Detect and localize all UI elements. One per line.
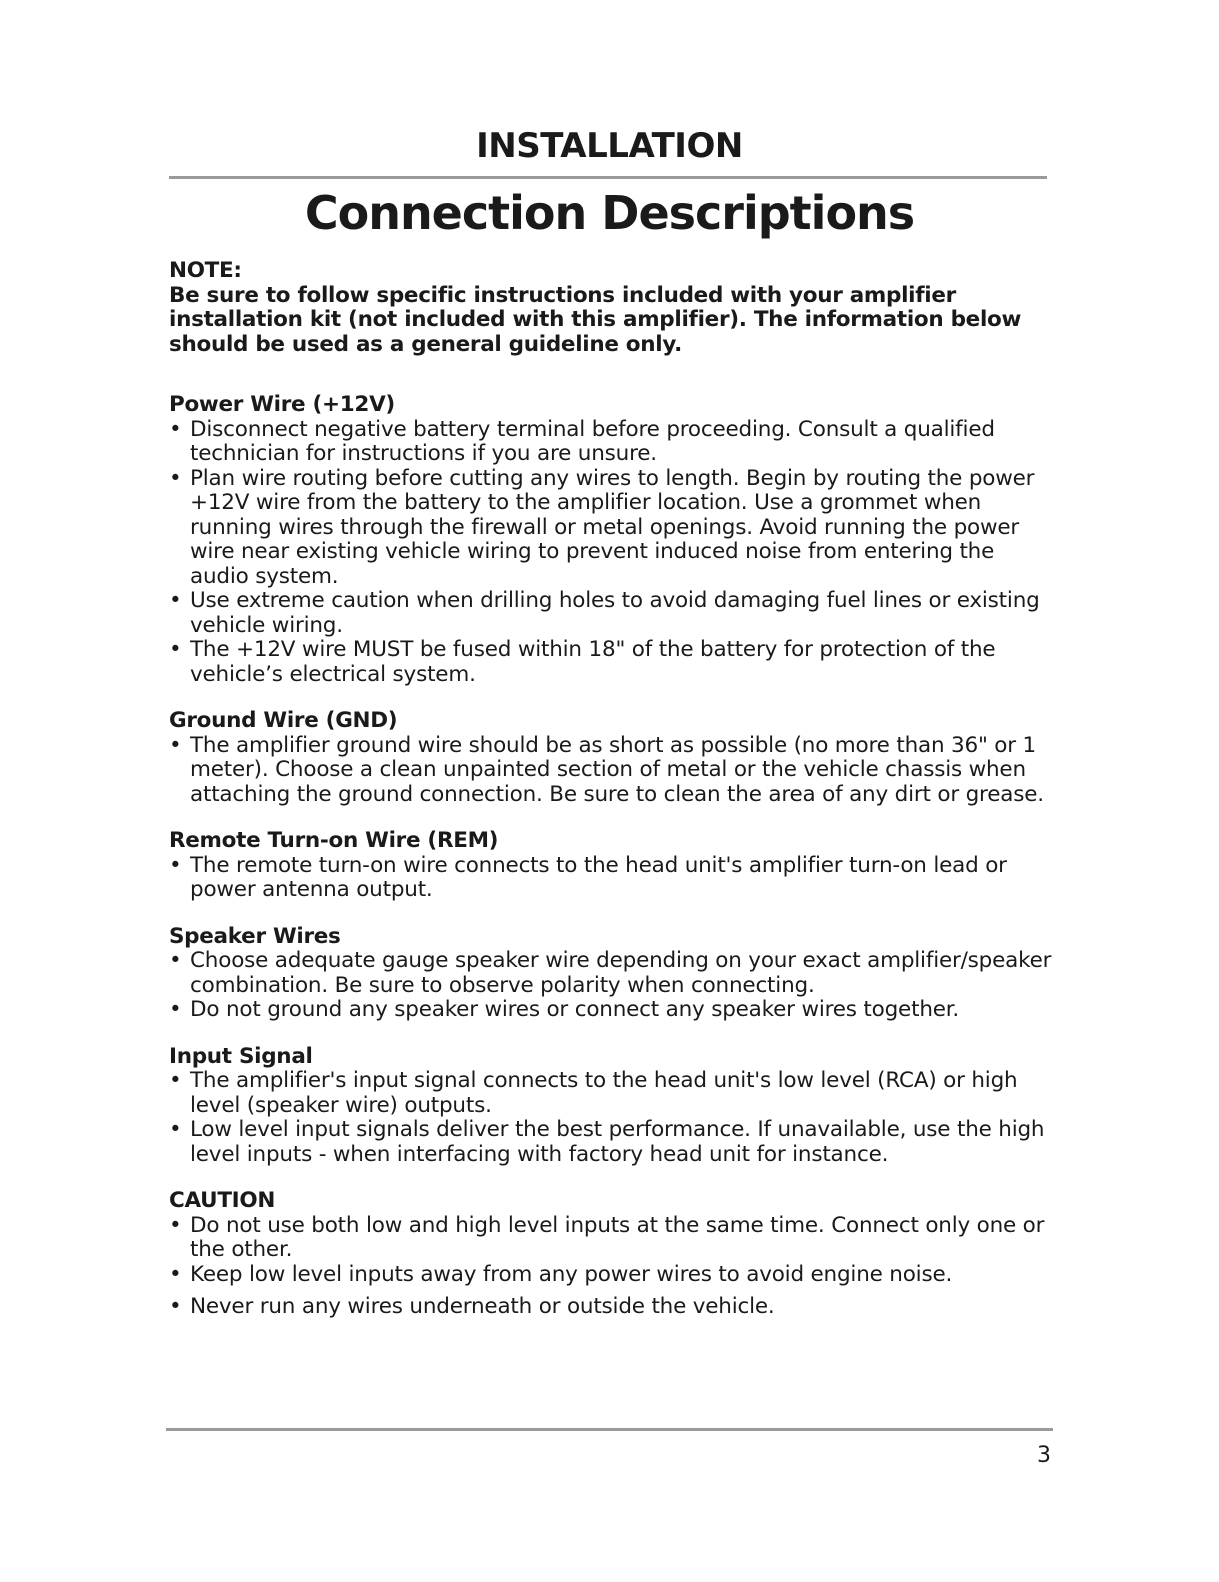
page-content xyxy=(169,259,1059,1342)
bullet-item: • The +12V wire MUST be fused within 18" of the battery for protection of the vehicle’s electrical system. xyxy=(169,638,1059,687)
page-number: 3 xyxy=(1037,1443,1051,1468)
section-caution xyxy=(169,1189,1059,1320)
section-heading: Input Signal xyxy=(169,1043,313,1069)
header-divider xyxy=(169,176,1047,179)
section-input-signal xyxy=(169,1045,1059,1168)
section-heading: Ground Wire (GND) xyxy=(169,708,398,733)
bullet-list xyxy=(169,418,1059,688)
bullet-list xyxy=(169,734,1059,808)
section-header: INSTALLATION xyxy=(476,126,743,166)
bullet-item: • The amplifier ground wire should be as short as possible (no more than 36" or 1 meter). Choose a clean unpainted section of metal or the vehicle chassis when attaching the ground connection. Be sure to clean the area of any dirt or grease. xyxy=(169,734,1059,808)
bullet-item: • Plan wire routing before cutting any wires to length. Begin by routing the power +12V wire from the battery to the amplifier location. Use a grommet when running wires through the firewall or metal openings. Avoid running the power wire near existing vehicle wiring to prevent induced noise from entering the audio system. xyxy=(169,467,1059,590)
bullet-item: • Do not use both low and high level inputs at the same time. Connect only one or the other. xyxy=(169,1214,1059,1263)
bullet-item: • The remote turn-on wire connects to the head unit's amplifier turn-on lead or power antenna output. xyxy=(169,854,1059,903)
bullet-item: • Disconnect negative battery terminal before proceeding. Consult a qualified technician for instructions if you are unsure. xyxy=(169,418,1059,467)
note-label: NOTE: xyxy=(169,258,242,283)
bullet-list xyxy=(169,1214,1059,1320)
note-body: Be sure to follow specific instructions included with your amplifier installation kit (not included with this amplifier). The information below should be used as a general guideline only. xyxy=(169,282,1022,357)
bullet-item: • Low level input signals deliver the best performance. If unavailable, use the high level inputs - when interfacing with factory head unit for instance. xyxy=(169,1118,1059,1167)
section-heading: Remote Turn-on Wire (REM) xyxy=(169,828,499,853)
bullet-list xyxy=(169,949,1059,1023)
section-power-wire xyxy=(169,393,1059,687)
bullet-item: • Do not ground any speaker wires or connect any speaker wires together. xyxy=(169,998,1059,1023)
page-title: Connection Descriptions xyxy=(304,186,915,240)
bullet-item: • Keep low level inputs away from any power wires to avoid engine noise. xyxy=(169,1263,1059,1288)
bullet-item: • The amplifier's input signal connects to the head unit's low level (RCA) or high level (speaker wire) outputs. xyxy=(169,1069,1059,1118)
bullet-list xyxy=(169,1069,1059,1167)
bullet-item: • Choose adequate gauge speaker wire depending on your exact amplifier/speaker combination. Be sure to observe polarity when connecting. xyxy=(169,949,1059,998)
bullet-item: • Never run any wires underneath or outside the vehicle. xyxy=(169,1295,1059,1320)
section-heading: CAUTION xyxy=(169,1188,276,1213)
footer-divider xyxy=(166,1428,1053,1431)
section-heading: Speaker Wires xyxy=(169,923,341,949)
section-remote-wire xyxy=(169,829,1059,903)
section-ground-wire xyxy=(169,709,1059,807)
bullet-list xyxy=(169,854,1059,903)
section-heading: Power Wire (+12V) xyxy=(169,392,395,417)
bullet-item: • Use extreme caution when drilling holes to avoid damaging fuel lines or existing vehicle wiring. xyxy=(169,589,1059,638)
section-speaker-wires xyxy=(169,925,1059,1023)
